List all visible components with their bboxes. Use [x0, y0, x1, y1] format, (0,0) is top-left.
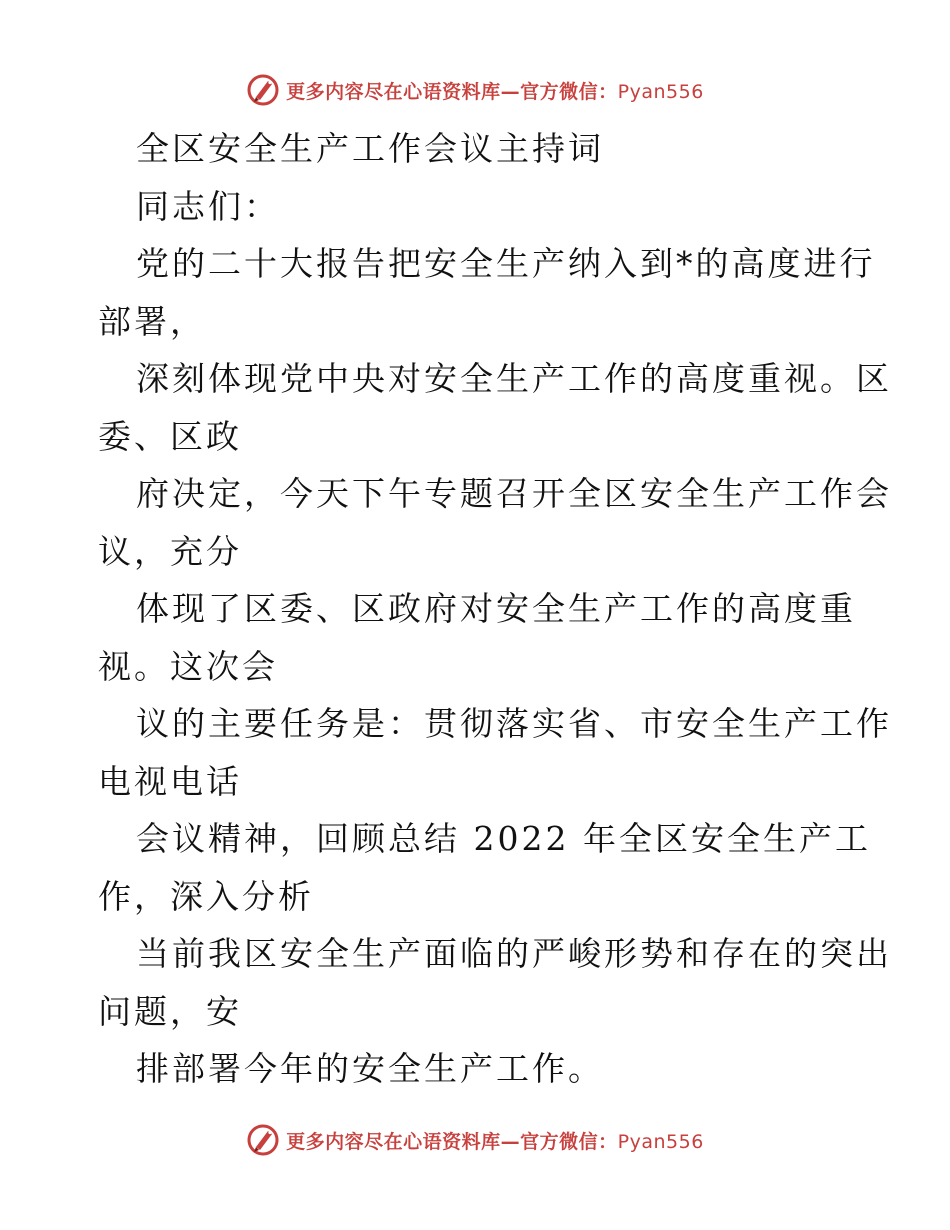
document-body — [98, 120, 892, 1098]
text-line: 视。这次会 — [98, 646, 278, 686]
text-line: 同志们： — [136, 186, 280, 226]
footer-watermark — [0, 1120, 950, 1160]
text-line: 当前我区安全生产面临的严峻形势和存在的突出 — [136, 934, 892, 973]
header-watermark — [0, 70, 950, 110]
text-line: 部署， — [98, 301, 206, 341]
watermark-main: 更多内容尽在心语资料库—官方微信： — [286, 1130, 618, 1153]
text-line: 问题，安 — [98, 991, 242, 1031]
text-line: 府决定，今天下午专题召开全区安全生产工作会 — [136, 474, 892, 513]
document-title: 全区安全生产工作会议主持词 — [136, 129, 604, 168]
watermark-text — [286, 1127, 704, 1154]
pen-logo-icon — [246, 1123, 280, 1157]
text-line: 电视电话 — [98, 761, 242, 801]
watermark-main: 更多内容尽在心语资料库—官方微信： — [286, 80, 618, 103]
text-line: 议的主要任务是：贯彻落实省、市安全生产工作 — [136, 704, 892, 743]
text-line: 委、区政 — [98, 416, 242, 456]
pen-logo-icon — [246, 73, 280, 107]
watermark-id: Pyan556 — [617, 80, 704, 103]
watermark-text — [286, 77, 704, 104]
text-line: 排部署今年的安全生产工作。 — [136, 1049, 604, 1088]
text-line: 会议精神，回顾总结 2022 年全区安全生产工 — [136, 819, 871, 858]
text-line: 深刻体现党中央对安全生产工作的高度重视。区 — [136, 359, 892, 398]
watermark-id: Pyan556 — [617, 1130, 704, 1153]
text-line: 议，充分 — [98, 531, 242, 571]
text-line: 体现了区委、区政府对安全生产工作的高度重 — [136, 589, 856, 628]
text-line: 党的二十大报告把安全生产纳入到*的高度进行 — [136, 244, 876, 283]
text-line: 作，深入分析 — [98, 876, 314, 916]
